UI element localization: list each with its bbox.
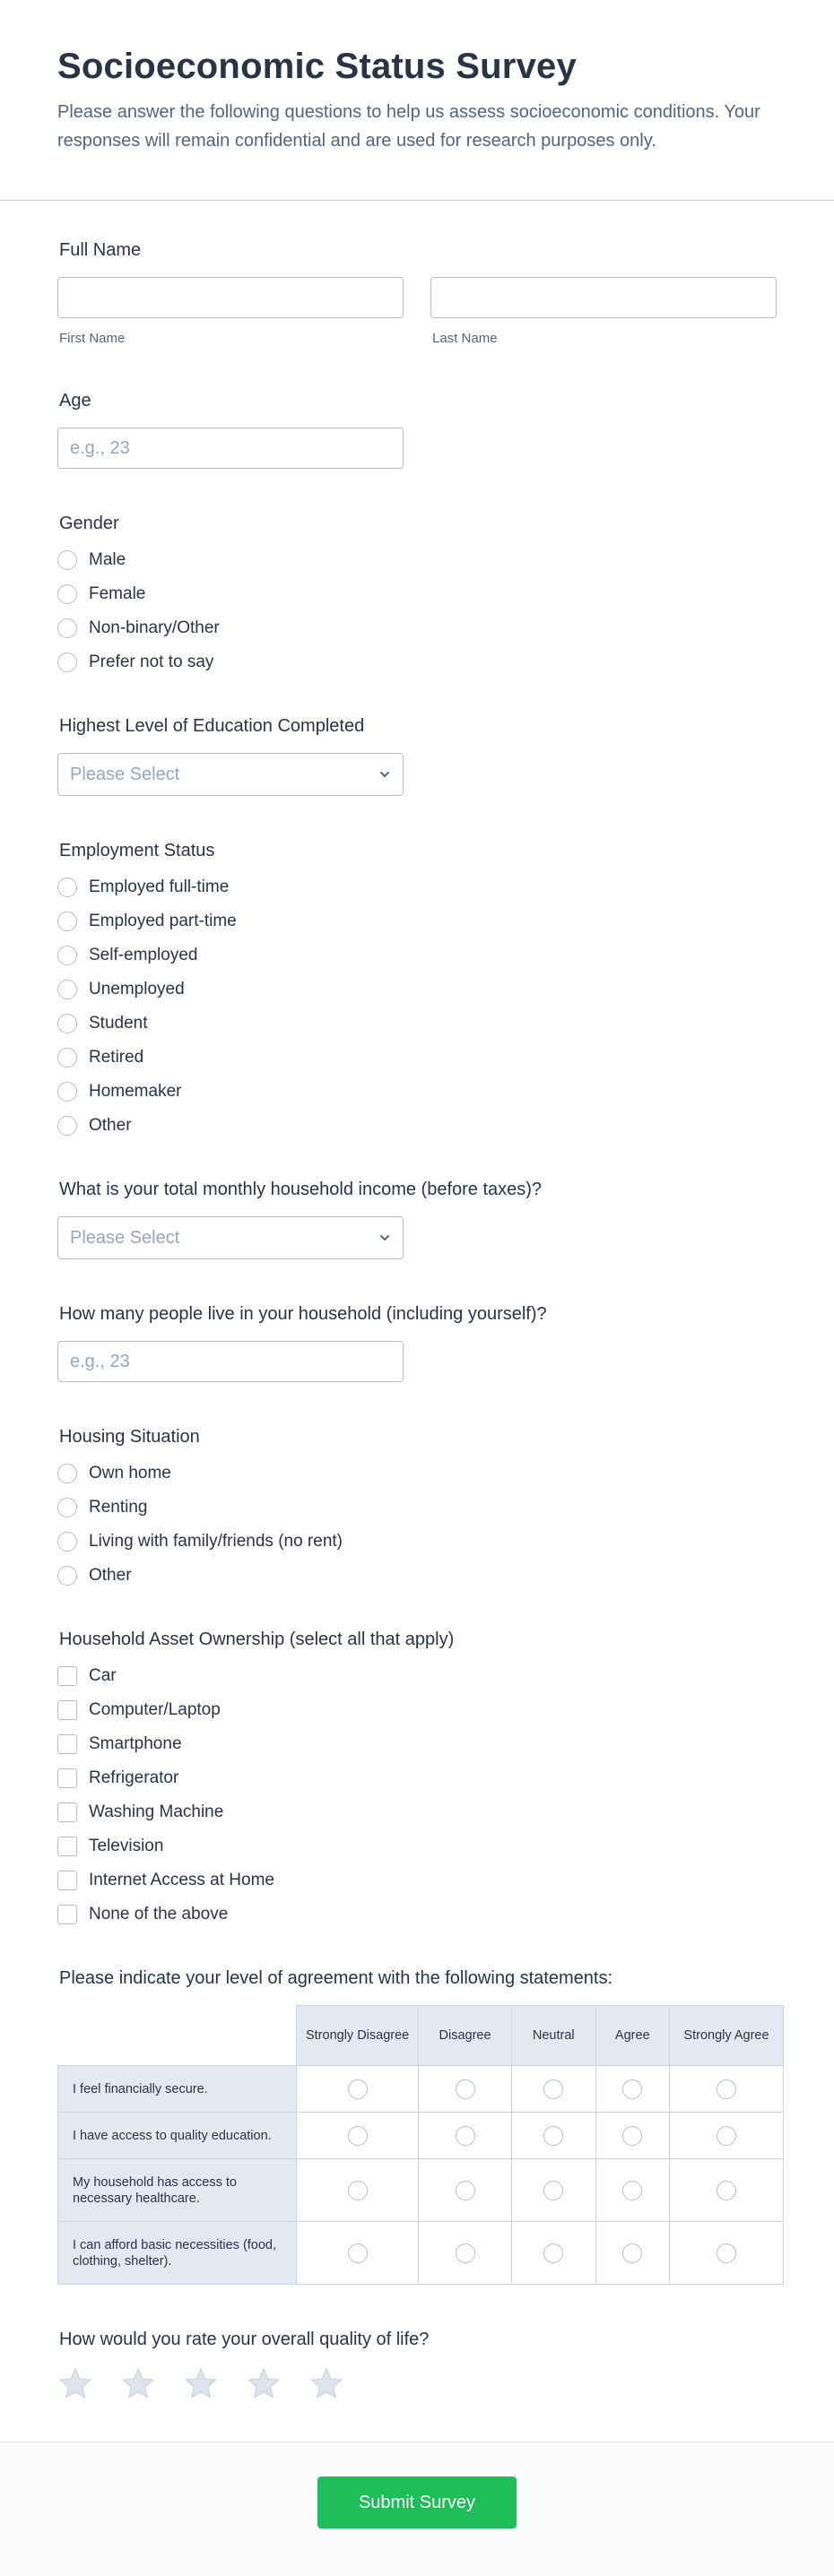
education-select-value: Please Select bbox=[70, 764, 180, 784]
asset-option-label: Car bbox=[89, 1665, 117, 1685]
employment-option-label: Unemployed bbox=[89, 979, 185, 998]
asset-option[interactable] bbox=[57, 1871, 777, 1889]
star-icon[interactable] bbox=[120, 2366, 156, 2402]
gender-option[interactable] bbox=[57, 653, 777, 671]
income-label: What is your total monthly household income (before taxes)? bbox=[59, 1180, 543, 1199]
matrix-row bbox=[58, 2113, 784, 2159]
income-select-value: Please Select bbox=[70, 1227, 180, 1248]
asset-option[interactable] bbox=[57, 1905, 777, 1923]
matrix-corner bbox=[58, 2006, 297, 2066]
employment-option[interactable] bbox=[57, 1116, 777, 1135]
matrix-column-header: Neutral bbox=[511, 2006, 595, 2066]
star-icon[interactable] bbox=[308, 2366, 344, 2402]
chevron-down-icon bbox=[378, 768, 391, 781]
asset-option[interactable] bbox=[57, 1802, 777, 1821]
household-size-field bbox=[57, 1304, 777, 1382]
asset-option[interactable] bbox=[57, 1666, 777, 1685]
agreement-field bbox=[57, 1968, 777, 2285]
radio-button[interactable] bbox=[57, 980, 77, 999]
employment-option-label: Student bbox=[89, 1013, 148, 1033]
rating-label: How would you rate your overall quality of life? bbox=[59, 2330, 430, 2349]
matrix-cell bbox=[511, 2159, 595, 2222]
gender-label: Gender bbox=[59, 514, 119, 533]
employment-option[interactable] bbox=[57, 980, 777, 998]
matrix-cell bbox=[297, 2113, 419, 2159]
page-title: Socioeconomic Status Survey bbox=[57, 47, 577, 86]
income-field bbox=[57, 1180, 777, 1259]
matrix-cell bbox=[595, 2222, 669, 2285]
housing-label: Housing Situation bbox=[59, 1427, 200, 1447]
matrix-column-header: Strongly Disagree bbox=[297, 2006, 419, 2066]
gender-option-label: Non-binary/Other bbox=[89, 618, 220, 637]
chevron-down-icon bbox=[378, 1232, 391, 1244]
matrix-radio-button[interactable] bbox=[348, 2126, 368, 2146]
matrix-radio-button[interactable] bbox=[717, 2181, 736, 2200]
matrix-row-label: I have access to quality education. bbox=[58, 2113, 297, 2159]
form-body bbox=[0, 201, 834, 2402]
matrix-column-header: Agree bbox=[595, 2006, 669, 2066]
submit-button[interactable]: Submit Survey bbox=[317, 2477, 517, 2528]
radio-button[interactable] bbox=[57, 877, 77, 897]
housing-option[interactable] bbox=[57, 1498, 777, 1517]
employment-option-label: Employed full-time bbox=[89, 877, 230, 896]
asset-option-label: Refrigerator bbox=[89, 1768, 179, 1787]
checkbox[interactable] bbox=[57, 1666, 77, 1686]
radio-button[interactable] bbox=[57, 946, 77, 965]
gender-option[interactable] bbox=[57, 550, 777, 569]
agreement-label: Please indicate your level of agreement with the following statements: bbox=[59, 1968, 613, 1988]
radio-button[interactable] bbox=[57, 1082, 77, 1102]
matrix-radio-button[interactable] bbox=[348, 2079, 368, 2099]
radio-button[interactable] bbox=[57, 1116, 77, 1136]
radio-button[interactable] bbox=[57, 1566, 77, 1586]
gender-option-label: Male bbox=[89, 549, 126, 569]
matrix-cell bbox=[419, 2159, 512, 2222]
matrix-radio-button[interactable] bbox=[456, 2243, 475, 2263]
matrix-cell bbox=[511, 2066, 595, 2113]
asset-option-label: None of the above bbox=[89, 1904, 229, 1923]
asset-option-label: Television bbox=[89, 1836, 164, 1855]
matrix-row bbox=[58, 2222, 784, 2285]
matrix-cell bbox=[419, 2113, 512, 2159]
matrix-radio-button[interactable] bbox=[543, 2126, 563, 2146]
radio-button[interactable] bbox=[57, 618, 77, 638]
household-size-label: How many people live in your household (including yourself)? bbox=[59, 1304, 547, 1324]
employment-option[interactable] bbox=[57, 1082, 777, 1101]
last-name-input[interactable] bbox=[430, 277, 777, 318]
income-select[interactable] bbox=[57, 1216, 404, 1259]
employment-option-label: Retired bbox=[89, 1047, 144, 1067]
gender-option[interactable] bbox=[57, 618, 777, 637]
matrix-cell bbox=[419, 2222, 512, 2285]
housing-option-label: Living with family/friends (no rent) bbox=[89, 1531, 343, 1551]
star-icon[interactable] bbox=[246, 2366, 282, 2402]
housing-option[interactable] bbox=[57, 1464, 777, 1482]
checkbox[interactable] bbox=[57, 1734, 77, 1754]
matrix-cell bbox=[297, 2222, 419, 2285]
matrix-radio-button[interactable] bbox=[456, 2126, 475, 2146]
housing-option-label: Renting bbox=[89, 1497, 148, 1517]
asset-option[interactable] bbox=[57, 1734, 777, 1753]
checkbox[interactable] bbox=[57, 1871, 77, 1890]
employment-option-label: Homemaker bbox=[89, 1081, 182, 1101]
matrix-radio-button[interactable] bbox=[543, 2079, 563, 2099]
last-name-sublabel: Last Name bbox=[432, 331, 498, 346]
housing-option[interactable] bbox=[57, 1566, 777, 1585]
asset-option[interactable] bbox=[57, 1837, 777, 1855]
matrix-cell bbox=[419, 2066, 512, 2113]
matrix-row-label: My household has access to necessary healthcare. bbox=[58, 2159, 297, 2222]
matrix-cell bbox=[669, 2066, 783, 2113]
employment-option-label: Self-employed bbox=[89, 945, 198, 964]
radio-button[interactable] bbox=[57, 912, 77, 931]
rating-field bbox=[57, 2330, 777, 2402]
matrix-radio-button[interactable] bbox=[543, 2243, 563, 2263]
star-icon[interactable] bbox=[57, 2366, 93, 2402]
gender-option-label: Prefer not to say bbox=[89, 652, 214, 671]
matrix-row-label: I can afford basic necessities (food, clothing, shelter). bbox=[58, 2222, 297, 2285]
matrix-cell bbox=[595, 2066, 669, 2113]
matrix-radio-button[interactable] bbox=[717, 2243, 736, 2263]
matrix-cell bbox=[669, 2222, 783, 2285]
gender-option[interactable] bbox=[57, 584, 777, 603]
matrix-row-label: I feel financially secure. bbox=[58, 2066, 297, 2113]
page-subtitle: Please answer the following questions to help us assess socioeconomic conditions. Your responses will remain confidential and are used for research purposes only. bbox=[57, 102, 760, 151]
matrix-row bbox=[58, 2066, 784, 2113]
housing-field bbox=[57, 1427, 777, 1585]
radio-button[interactable] bbox=[57, 550, 77, 570]
education-label: Highest Level of Education Completed bbox=[59, 716, 365, 736]
employment-option-label: Other bbox=[89, 1115, 132, 1135]
employment-option-label: Employed part-time bbox=[89, 911, 237, 930]
matrix-radio-button[interactable] bbox=[348, 2243, 368, 2263]
checkbox[interactable] bbox=[57, 1700, 77, 1720]
housing-option-label: Own home bbox=[89, 1463, 171, 1482]
form-header bbox=[0, 0, 834, 201]
form-footer bbox=[0, 2442, 834, 2576]
gender-option-label: Female bbox=[89, 583, 146, 603]
matrix-radio-button[interactable] bbox=[717, 2126, 736, 2146]
age-input[interactable] bbox=[57, 428, 404, 469]
first-name-input[interactable] bbox=[57, 277, 404, 318]
age-field bbox=[57, 391, 777, 469]
education-select[interactable] bbox=[57, 753, 404, 796]
asset-option-label: Washing Machine bbox=[89, 1802, 224, 1821]
matrix-radio-button[interactable] bbox=[717, 2079, 736, 2099]
employment-option[interactable] bbox=[57, 912, 777, 930]
matrix-cell bbox=[669, 2159, 783, 2222]
education-field bbox=[57, 716, 777, 796]
matrix-radio-button[interactable] bbox=[543, 2181, 563, 2200]
assets-field bbox=[57, 1629, 777, 1923]
asset-option-label: Smartphone bbox=[89, 1733, 182, 1753]
matrix-radio-button[interactable] bbox=[456, 2181, 475, 2200]
matrix-cell bbox=[297, 2066, 419, 2113]
checkbox[interactable] bbox=[57, 1905, 77, 1924]
checkbox[interactable] bbox=[57, 1837, 77, 1856]
matrix-cell bbox=[669, 2113, 783, 2159]
matrix-radio-button[interactable] bbox=[456, 2079, 475, 2099]
age-label: Age bbox=[59, 391, 91, 411]
employment-option[interactable] bbox=[57, 1048, 777, 1067]
matrix-radio-button[interactable] bbox=[622, 2079, 642, 2099]
employment-field bbox=[57, 841, 777, 1135]
radio-button[interactable] bbox=[57, 1048, 77, 1068]
matrix-cell bbox=[297, 2159, 419, 2222]
full-name-field bbox=[57, 240, 777, 346]
asset-option[interactable] bbox=[57, 1768, 777, 1787]
matrix-cell bbox=[595, 2113, 669, 2159]
matrix-radio-button[interactable] bbox=[622, 2243, 642, 2263]
gender-field bbox=[57, 514, 777, 671]
housing-option[interactable] bbox=[57, 1532, 777, 1551]
radio-button[interactable] bbox=[57, 1464, 77, 1483]
housing-option-label: Other bbox=[89, 1565, 132, 1585]
employment-option[interactable] bbox=[57, 877, 777, 896]
matrix-radio-button[interactable] bbox=[622, 2181, 642, 2200]
matrix-radio-button[interactable] bbox=[348, 2181, 368, 2200]
agreement-matrix bbox=[57, 2005, 784, 2285]
star-rating bbox=[57, 2366, 777, 2402]
employment-option[interactable] bbox=[57, 1014, 777, 1033]
employment-option[interactable] bbox=[57, 946, 777, 964]
full-name-label: Full Name bbox=[59, 240, 142, 260]
matrix-row bbox=[58, 2159, 784, 2222]
radio-button[interactable] bbox=[57, 1498, 77, 1517]
matrix-column-header: Disagree bbox=[419, 2006, 512, 2066]
checkbox[interactable] bbox=[57, 1768, 77, 1788]
matrix-cell bbox=[511, 2113, 595, 2159]
employment-label: Employment Status bbox=[59, 841, 215, 860]
household-size-input[interactable] bbox=[57, 1341, 404, 1382]
matrix-cell bbox=[595, 2159, 669, 2222]
radio-button[interactable] bbox=[57, 1532, 77, 1552]
radio-button[interactable] bbox=[57, 1014, 77, 1033]
asset-option-label: Internet Access at Home bbox=[89, 1870, 274, 1889]
first-name-sublabel: First Name bbox=[59, 331, 126, 346]
matrix-radio-button[interactable] bbox=[622, 2126, 642, 2146]
radio-button[interactable] bbox=[57, 584, 77, 604]
star-icon[interactable] bbox=[183, 2366, 219, 2402]
radio-button[interactable] bbox=[57, 653, 77, 672]
matrix-cell bbox=[511, 2222, 595, 2285]
asset-option[interactable] bbox=[57, 1700, 777, 1719]
assets-label: Household Asset Ownership (select all that apply) bbox=[59, 1629, 455, 1649]
matrix-column-header: Strongly Agree bbox=[669, 2006, 783, 2066]
checkbox[interactable] bbox=[57, 1802, 77, 1822]
asset-option-label: Computer/Laptop bbox=[89, 1699, 221, 1719]
